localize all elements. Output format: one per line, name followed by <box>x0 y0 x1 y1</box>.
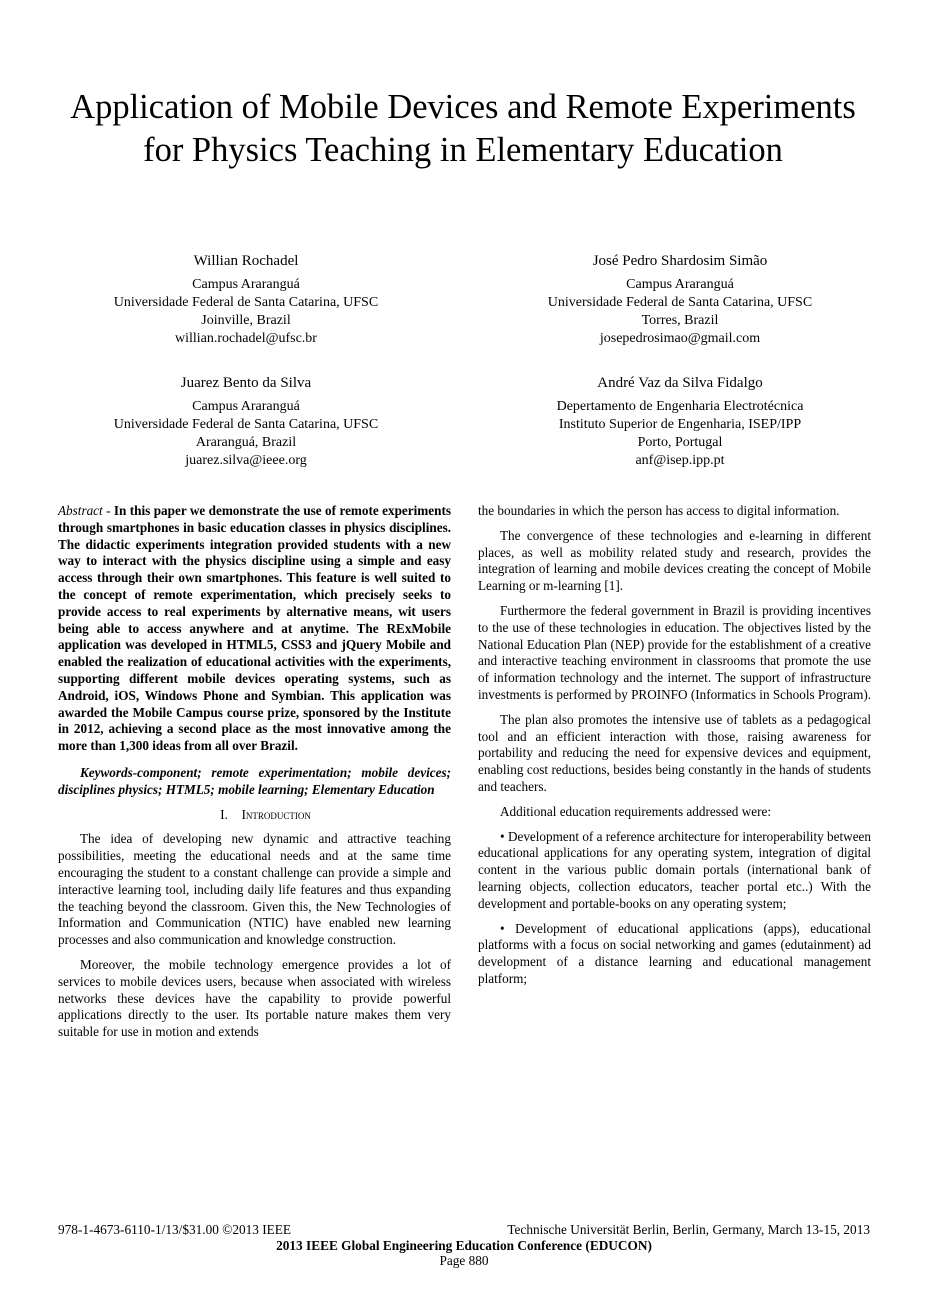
author-block <box>480 374 880 470</box>
author-email: willian.rochadel@ufsc.br <box>175 331 317 346</box>
body-paragraph: Moreover, the mobile technology emergence provides a lot of services to mobile devices users, because when associated with wireless networks these devices have the capability to provide powerful applications directly to the user. Its portable nature makes them very suitable for use in motion and extends <box>58 956 451 1040</box>
author-name: Juarez Bento da Silva <box>180 375 312 391</box>
section-heading <box>58 807 451 824</box>
author-email: anf@isep.ipp.pt <box>635 453 725 468</box>
body-paragraph: Additional education requirements addressed were: <box>500 803 771 819</box>
section-title: Introduction <box>241 806 311 822</box>
bullet-item: • Development of educational applications (apps), educational platforms with a focus on social networking and games (edutainment) ad development of a distance learning and educational management platform; <box>478 920 871 986</box>
author-name: José Pedro Shardosim Simão <box>592 253 768 269</box>
page-footer <box>58 1222 870 1269</box>
abstract-label: Abstract - <box>58 503 111 518</box>
author-affiliation: Campus Araranguá <box>192 399 300 414</box>
footer-venue: Technische Universität Berlin, Berlin, Germany, March 13-15, 2013 <box>507 1222 870 1237</box>
footer-conference: 2013 IEEE Global Engineering Education Conference (EDUCON) <box>276 1237 652 1253</box>
author-block <box>46 374 446 470</box>
author-location: Joinville, Brazil <box>201 313 291 328</box>
page-number: Page 880 <box>439 1253 489 1268</box>
author-affiliation: Depertamento de Engenharia Electrotécnica <box>556 399 804 414</box>
author-affiliation: Campus Araranguá <box>192 277 300 292</box>
author-institution: Universidade Federal de Santa Catarina, UFSC <box>547 295 813 310</box>
author-name: Willian Rochadel <box>193 253 299 269</box>
body-paragraph: the boundaries in which the person has access to digital information. <box>478 503 840 518</box>
body-paragraph: The idea of developing new dynamic and attractive teaching possibilities, meeting the educational needs and at the same time encouraging the student to a constant challenge can provide a simple and interactive learning tool, including daily life features and thus expanding the teaching beyond the classroom. Given this, the New Technologies of Information and Communication (NTIC) have enabled new learning processes and also communication and knowledge construction. <box>58 831 451 948</box>
author-email: josepedrosimao@gmail.com <box>599 331 761 346</box>
author-institution: Instituto Superior de Engenharia, ISEP/IPP <box>558 417 802 432</box>
bullet-item: • Development of a reference architecture for interoperability between educational applications for any operating system, integration of digital content in the various public domain portals (international bank of learning objects, collection educators, teacher portal etc..) With the development and portable-books on any operating system; <box>478 828 871 911</box>
body-paragraph: Furthermore the federal government in Brazil is providing incentives to the use of these technologies in education. The objectives listed by the National Education Plan (NEP) provide for the establishment of a creative and interactive teaching environment in classrooms that promote the use of information technology and the internet. The support of infrastructure investments is performed by PROINFO (Informatics in Schools Program). <box>478 602 872 702</box>
footer-isbn: 978-1-4673-6110-1/13/$31.00 ©2013 IEEE <box>58 1222 292 1237</box>
author-affiliation: Campus Araranguá <box>626 277 734 292</box>
author-location: Porto, Portugal <box>637 435 723 450</box>
author-institution: Universidade Federal de Santa Catarina, UFSC <box>113 417 379 432</box>
author-name: André Vaz da Silva Fidalgo <box>597 375 763 391</box>
body-paragraph: The convergence of these technologies and e-learning in different places, as well as mobility related study and research, provides the integration of learning and mobile devices creating the concept of Mobile Learning or m-learning [1]. <box>478 527 871 594</box>
author-block <box>46 252 446 348</box>
right-column <box>478 503 871 996</box>
abstract <box>58 503 451 755</box>
author-location: Araranguá, Brazil <box>195 435 297 450</box>
author-institution: Universidade Federal de Santa Catarina, UFSC <box>113 295 379 310</box>
keywords: Keywords-component; remote experimentation; mobile devices; disciplines physics; HTML5; mobile learning; Elementary Education <box>58 764 451 797</box>
abstract-text: In this paper we demonstrate the use of remote experiments through smartphones in basic education classes in physics disciplines. The didactic experiments integration provided students with a new way to interact with the physics discipline using a simple and easy access through their own smartphones. This feature is well suited to the concept of remote experimentation, which precisely seeks to provide access to real experiments by alternative means, wit users being able to access anywhere and at anytime. The RExMobile application was developed in HTML5, CSS3 and jQuery Mobile and enabled the realization of educational activities with the experiments, supporting different mobile devices operating systems, such as Android, iOS, Windows Phone and Symbian. This application was awarded the Mobile Campus course prize, sponsored by the Institute in 2012, achieving a second place as the most innovative among the more than 1,300 ideas from all over Brazil. <box>58 503 451 754</box>
author-location: Torres, Brazil <box>641 313 719 328</box>
author-block <box>480 252 880 348</box>
author-email: juarez.silva@ieee.org <box>185 453 307 468</box>
section-number: I. <box>220 806 228 822</box>
paper-title: Application of Mobile Devices and Remote Experiments for Physics Teaching in Elementary Education <box>70 88 856 169</box>
left-column <box>58 503 451 1049</box>
body-paragraph: The plan also promotes the intensive use of tablets as a pedagogical tool and an efficient interaction with those, raising awareness for portability and reducing the need for expensive devices and equipment, enabling cost reductions, besides being constantly in the hands of students and teachers. <box>478 711 871 794</box>
